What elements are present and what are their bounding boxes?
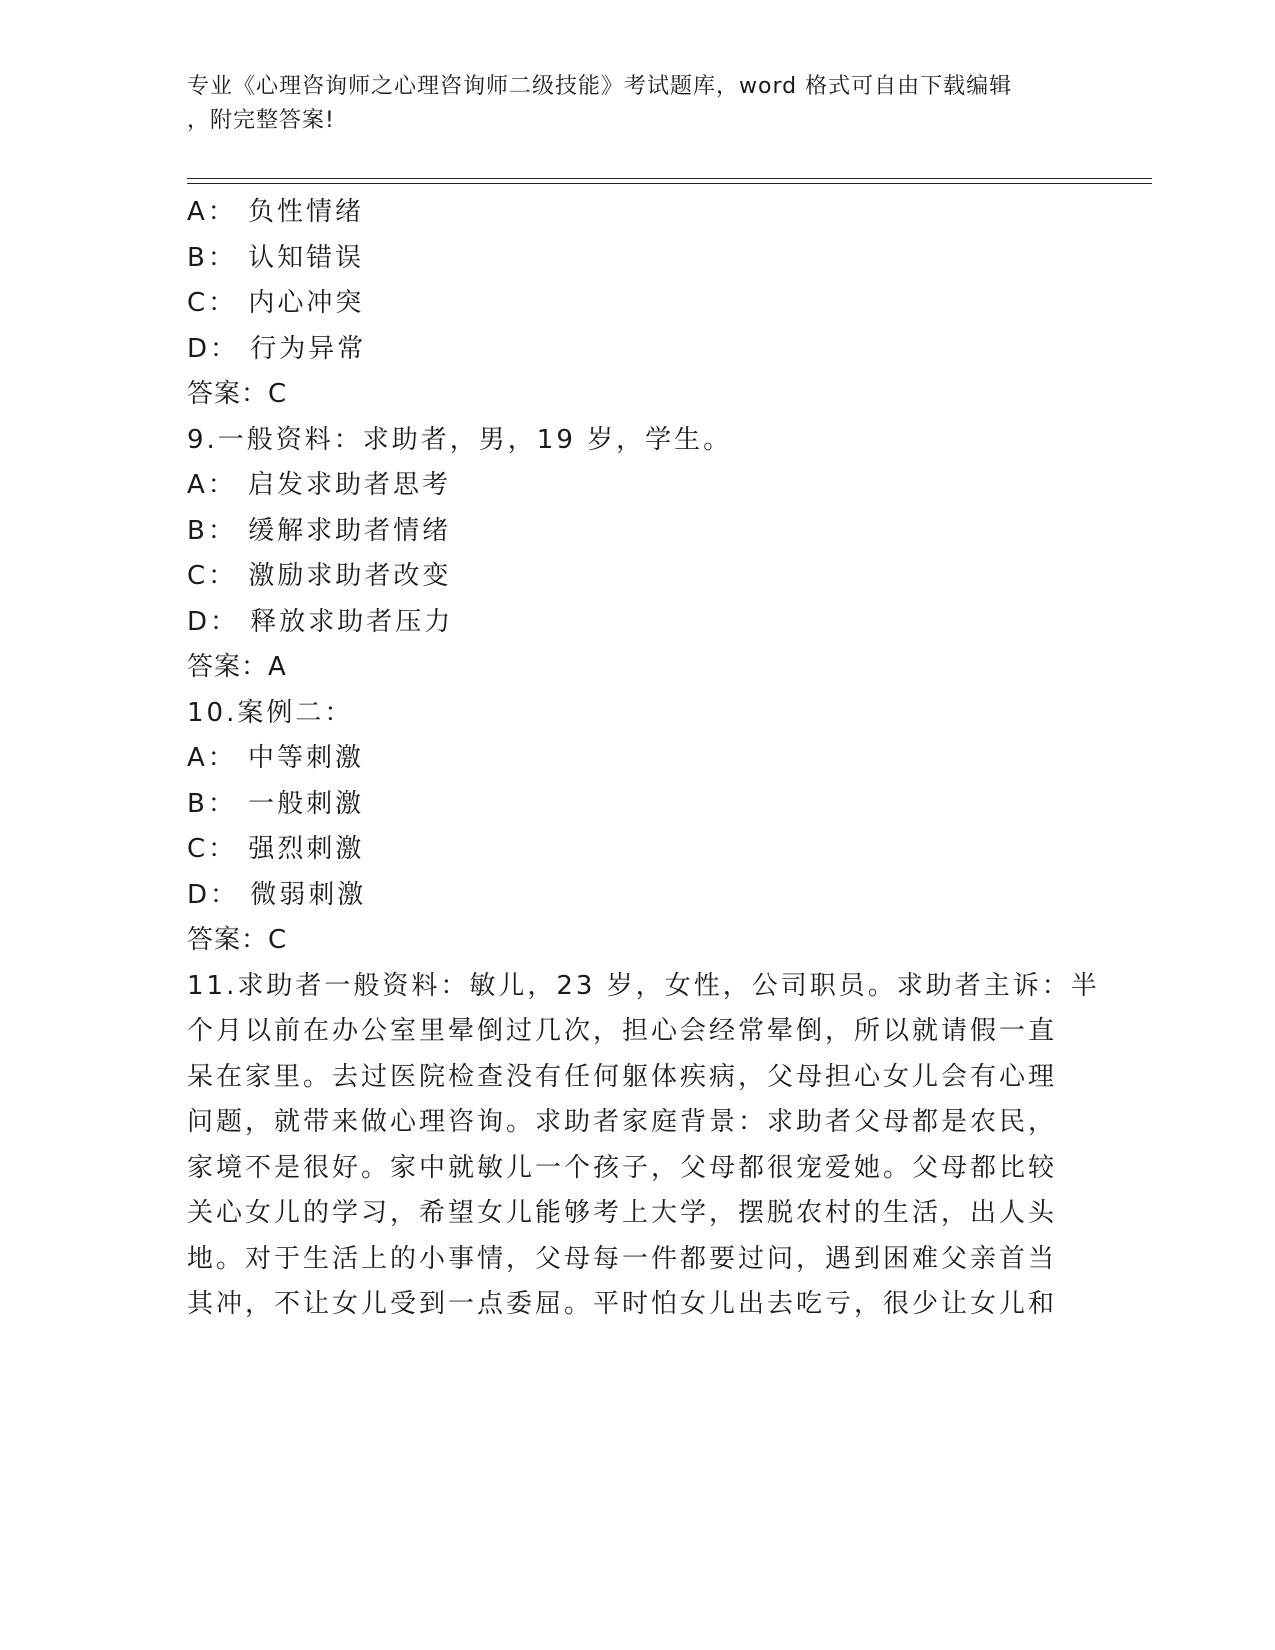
option-c: C： 内心冲突 (187, 288, 365, 318)
question-11-line: 地。对于生活上的小事情，父母每一件都要过问，遇到困难父亲首当 (187, 1243, 1058, 1274)
option-b: B： 认知错误 (187, 242, 365, 273)
question-10 (187, 691, 1087, 964)
option-d: D： 微弱刺激 (187, 879, 367, 910)
question-11-line: 个月以前在办公室里晕倒过几次，担心会经常晕倒，所以就请假一直 (187, 1016, 1058, 1046)
option-a: A： 启发求助者思考 (187, 470, 452, 500)
question-stem: 10.案例二： (187, 697, 354, 728)
question-11-line: 关心女儿的学习，希望女儿能够考上大学，摆脱农村的生活，出人头 (187, 1198, 1058, 1228)
question-11-line: 问题，就带来做心理咨询。求助者家庭背景：求助者父母都是农民， (187, 1107, 1058, 1137)
option-c: C： 强烈刺激 (187, 834, 365, 864)
document-header (187, 70, 1067, 138)
answer-line: 答案：C (187, 925, 288, 955)
option-b: B： 缓解求助者情绪 (187, 515, 452, 546)
option-a: A： 中等刺激 (187, 743, 365, 773)
question-11 (187, 964, 1100, 1328)
option-c: C： 激励求助者改变 (187, 561, 452, 591)
question-11-line: 家境不是很好。家中就敏儿一个孩子，父母都很宠爱她。父母都比较 (187, 1152, 1058, 1183)
header-divider-top (187, 178, 1152, 179)
question-list (187, 190, 1100, 1328)
header-title-line-1: 专业《心理咨询师之心理咨询师二级技能》考试题库，word 格式可自由下载编辑 (187, 74, 1013, 99)
header-title-line-2: ，附完整答案! (187, 108, 335, 133)
question-11-line: 呆在家里。去过医院检查没有任何躯体疾病，父母担心女儿会有心理 (187, 1061, 1058, 1092)
option-a: A： 负性情绪 (187, 197, 365, 227)
answer-line: 答案：C (187, 379, 288, 409)
answer-line: 答案：A (187, 652, 287, 682)
question-9 (187, 418, 1087, 691)
option-d: D： 释放求助者压力 (187, 606, 454, 637)
question-stem: 9.一般资料：求助者，男，19 岁，学生。 (187, 424, 733, 455)
header-divider-bottom (187, 183, 1152, 184)
option-d: D： 行为异常 (187, 333, 367, 364)
option-b: B： 一般刺激 (187, 788, 365, 819)
question-11-line: 11.求助者一般资料：敏儿，23 岁，女性，公司职员。求助者主诉：半 (187, 970, 1100, 1001)
question-11-line: 其冲，不让女儿受到一点委屈。平时怕女儿出去吃亏，很少让女儿和 (187, 1289, 1058, 1319)
question-8 (187, 190, 1087, 418)
